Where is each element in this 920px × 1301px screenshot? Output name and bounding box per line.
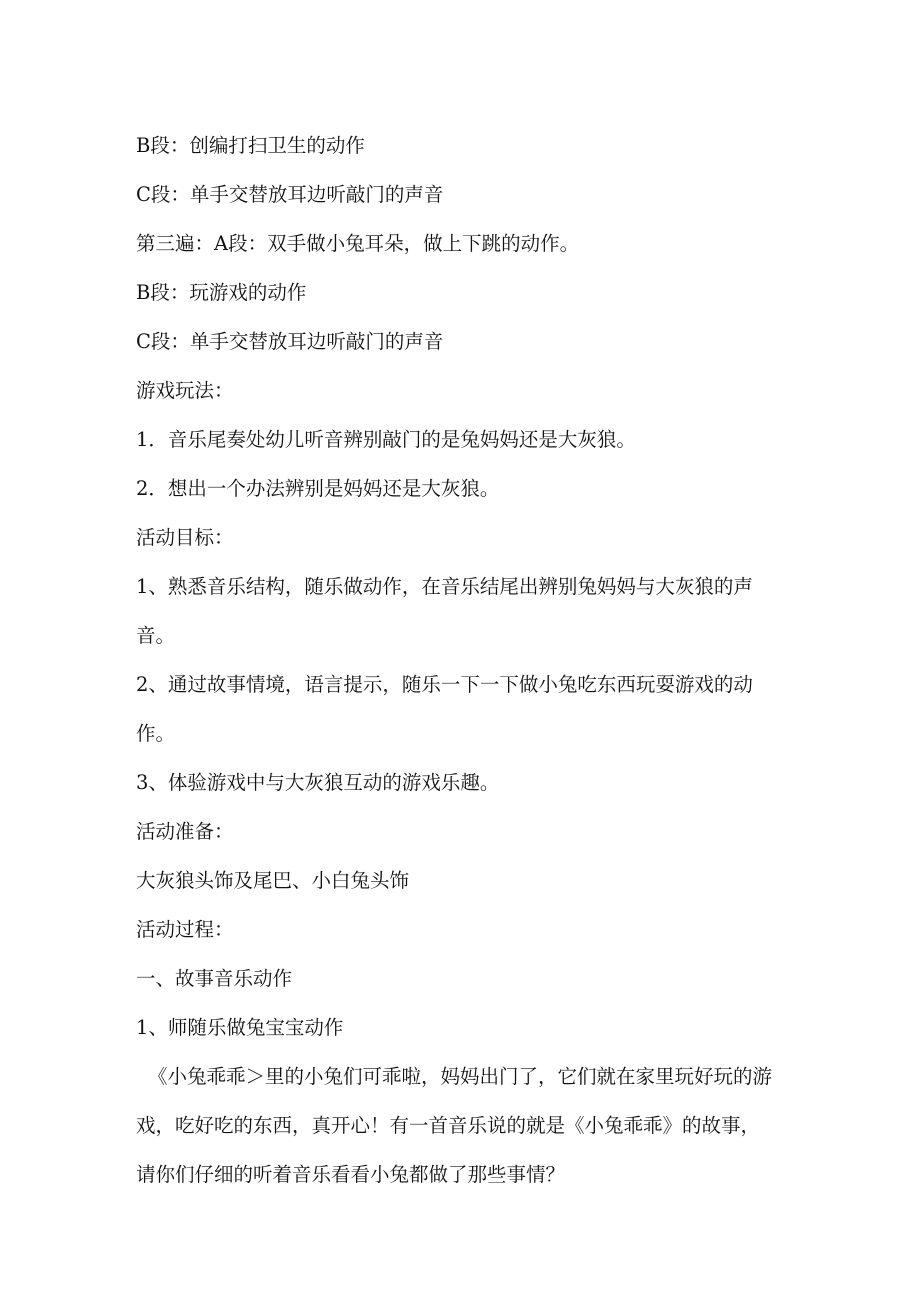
text-line: 大灰狼头饰及尾巴、小白兔头饰 (136, 869, 410, 892)
section-heading: 活动准备： (136, 820, 234, 843)
list-item: 3、体验游戏中与大灰狼互动的游戏乐趣。 (136, 771, 500, 794)
text-line: B段：玩游戏的动作 (136, 281, 307, 304)
paragraph-line: 《小兔乖乖＞里的小兔们可乖啦，妈妈出门了，它们就在家里玩好玩的游 (148, 1065, 773, 1088)
list-item: 1、师随乐做兔宝宝动作 (136, 1016, 344, 1039)
paragraph-line: 戏，吃好吃的东西，真开心！有一首音乐说的就是《小兔乖乖》的故事， (136, 1114, 761, 1137)
list-item: 1．音乐尾奏处幼儿听音辨别敲门的是兔妈妈还是大灰狼。 (136, 428, 636, 451)
paragraph-line: 请你们仔细的听着音乐看看小兔都做了那些事情？ (136, 1163, 566, 1186)
list-item: 2．想出一个办法辨别是妈妈还是大灰狼。 (136, 477, 500, 500)
text-line: C段：单手交替放耳边听敲门的声音 (136, 183, 444, 206)
list-item: 2、通过故事情境，语言提示，随乐一下一下做小兔吃东西玩耍游戏的动 (136, 673, 753, 696)
section-heading: 游戏玩法： (136, 379, 234, 402)
section-heading: 活动目标： (136, 526, 234, 549)
section-heading: 活动过程： (136, 918, 234, 941)
text-line: 第三遍：A段：双手做小兔耳朵，做上下跳的动作。 (136, 232, 580, 255)
text-line: C段：单手交替放耳边听敲门的声音 (136, 330, 444, 353)
text-line: 音。 (136, 624, 176, 647)
subsection-heading: 一、故事音乐动作 (136, 967, 293, 990)
text-line: B段：创编打扫卫生的动作 (136, 134, 365, 157)
text-line: 作。 (136, 722, 176, 745)
list-item: 1、熟悉音乐结构，随乐做动作，在音乐结尾出辨别兔妈妈与大灰狼的声 (136, 575, 753, 598)
